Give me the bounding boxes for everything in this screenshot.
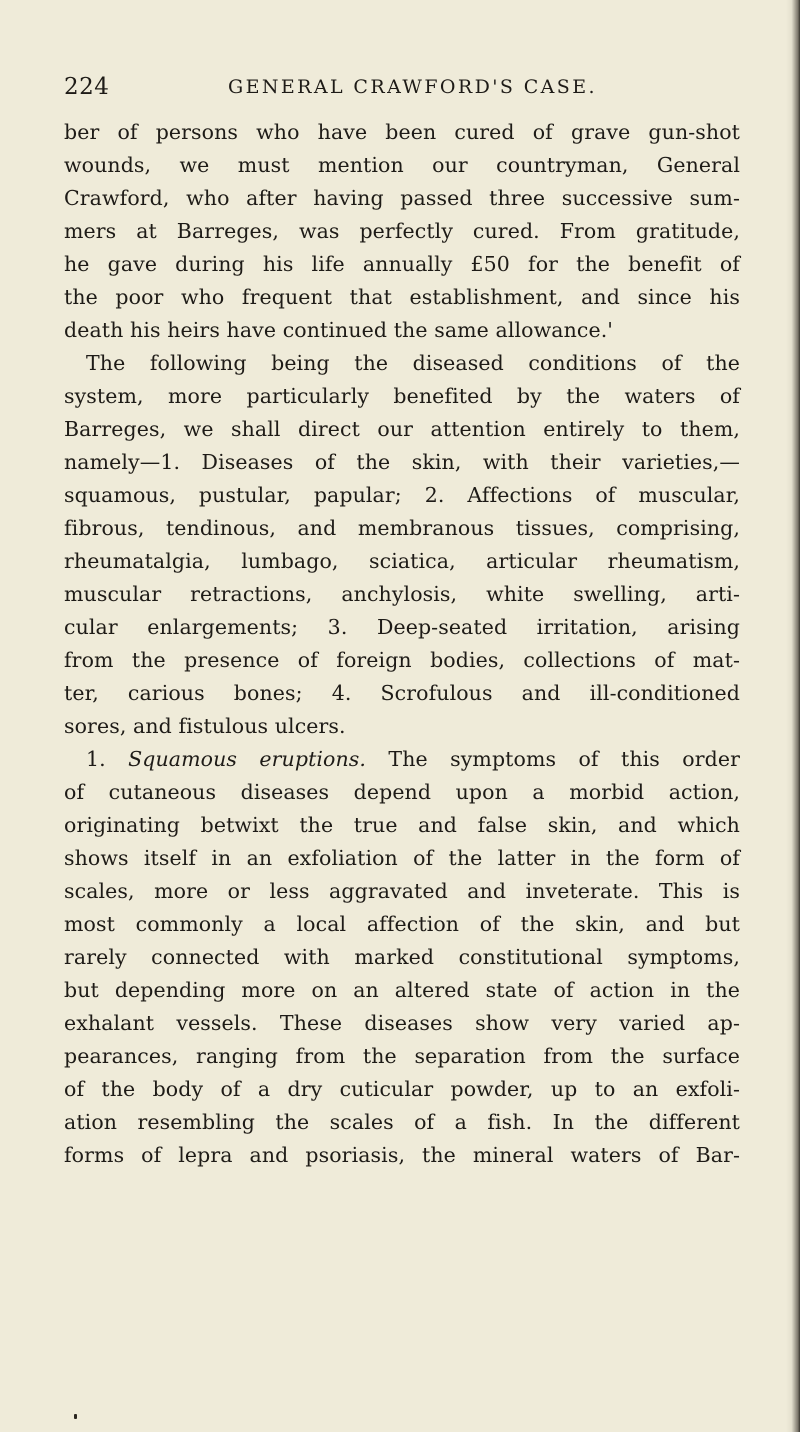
text-line: from the presence of foreign bodies, collections of mat- (64, 648, 740, 672)
text-line: ter, carious bones; 4. Scrofulous and ill-conditioned (64, 681, 740, 705)
text-line: sores, and fistulous ulcers. (64, 714, 346, 738)
text-line: fibrous, tendinous, and membranous tissues, comprising, (64, 516, 740, 540)
text-line: rheumatalgia, lumbago, sciatica, articular rheumatism, (64, 549, 740, 573)
text-line: cular enlargements; 3. Deep-seated irritation, arising (64, 615, 740, 639)
section-heading-line (64, 743, 740, 776)
text-line: shows itself in an exfoliation of the latter in the form of (64, 846, 740, 870)
text-line: exhalant vessels. These diseases show very varied ap- (64, 1011, 740, 1035)
text-line: rarely connected with marked constitutional symptoms, (64, 945, 740, 969)
text-line: originating betwixt the true and false skin, and which (64, 813, 740, 837)
text-line: muscular retractions, anchylosis, white swelling, arti- (64, 582, 740, 606)
page-edge-shadow (786, 0, 800, 1432)
section-title: Squamous eruptions. (128, 747, 367, 771)
text-line: The following being the diseased conditions of the (86, 351, 740, 375)
body-text (64, 116, 740, 1172)
text-line: death his heirs have continued the same allowance.' (64, 318, 614, 342)
page-header (64, 74, 744, 106)
text-line: Barreges, we shall direct our attention entirely to them, (64, 417, 740, 441)
text-line: ber of persons who have been cured of grave gun-shot (64, 120, 740, 144)
section-number: 1. (86, 747, 106, 771)
text-line: ation resembling the scales of a fish. In the different (64, 1110, 740, 1134)
text-line: of cutaneous diseases depend upon a morbid action, (64, 780, 740, 804)
text-line: most commonly a local affection of the skin, and but (64, 912, 740, 936)
ink-speck (74, 1414, 77, 1419)
text-line: wounds, we must mention our countryman, General (64, 153, 740, 177)
text-line: the poor who frequent that establishment, and since his (64, 285, 740, 309)
text-line: forms of lepra and psoriasis, the mineral waters of Bar- (64, 1143, 740, 1167)
text-line: namely—1. Diseases of the skin, with their varieties,— (64, 450, 740, 474)
page-number: 224 (64, 74, 110, 100)
text-line: but depending more on an altered state of action in the (64, 978, 740, 1002)
text-line: Crawford, who after having passed three successive sum- (64, 186, 740, 210)
text-line: squamous, pustular, papular; 2. Affections of muscular, (64, 483, 740, 507)
running-head: GENERAL CRAWFORD'S CASE. (228, 76, 597, 98)
text-line: of the body of a dry cuticular powder, up to an exfoli- (64, 1077, 740, 1101)
text-line: system, more particularly benefited by the waters of (64, 384, 740, 408)
section-first-line-text: The symptoms of this order (388, 747, 740, 771)
text-line: mers at Barreges, was perfectly cured. From gratitude, (64, 219, 740, 243)
text-line: scales, more or less aggravated and inveterate. This is (64, 879, 740, 903)
text-line: he gave during his life annually £50 for the benefit of (64, 252, 740, 276)
text-line: pearances, ranging from the separation from the surface (64, 1044, 740, 1068)
